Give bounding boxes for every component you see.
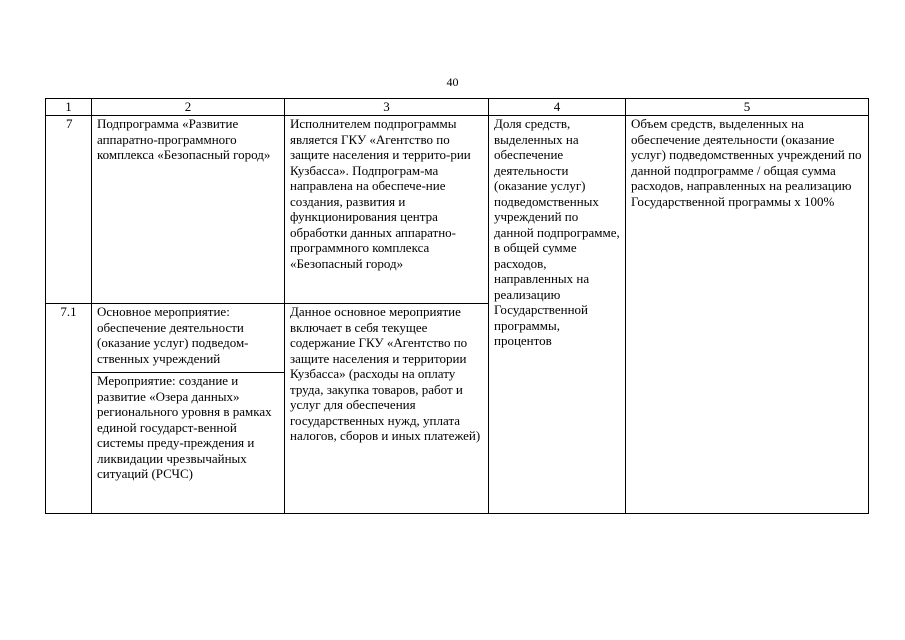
program-table — [45, 98, 869, 514]
page-number: 40 — [446, 75, 459, 89]
indicator-cell: Доля средств, выделенных на обеспечение деятельности (оказание услуг) подведомственных учреждений по данной подпрограмме, в общей сумме расходов, направленных на реализацию Государственной программы, процентов — [489, 116, 626, 514]
row-name: Основное мероприятие: обеспечение деятельности (оказание услуг) подведом-ственных учреждений — [92, 304, 285, 373]
row-name: Мероприятие: создание и развитие «Озера данных» регионального уровня в рамках единой государст-венной системы преду-преждения и ликвидации чрезвычайных ситуаций (РСЧС) — [92, 373, 285, 514]
row-number: 7 — [46, 116, 92, 304]
row-name: Подпрограмма «Развитие аппаратно-программного комплекса «Безопасный город» — [92, 116, 285, 304]
row-number: 7.1 — [46, 304, 92, 514]
header-col-2: 2 — [92, 99, 285, 116]
header-col-4: 4 — [489, 99, 626, 116]
header-col-1: 1 — [46, 99, 92, 116]
header-col-5: 5 — [626, 99, 869, 116]
header-col-3: 3 — [285, 99, 489, 116]
row-description: Исполнителем подпрограммы является ГКУ «Агентство по защите населения и террито-рии Кузбасса». Подпрограм-ма направлена на обеспече-ние создания, развития и функционирования центра обработки данных аппаратно-программного комплекса «Безопасный город» — [285, 116, 489, 304]
table-row — [46, 116, 869, 304]
table-header-row — [46, 99, 869, 116]
formula-cell: Объем средств, выделенных на обеспечение деятельности (оказание услуг) подведомственных учреждений по данной подпрограмме / общая сумма расходов, направленных на реализацию Государственной программы x 100% — [626, 116, 869, 514]
row-description: Данное основное мероприятие включает в себя текущее содержание ГКУ «Агентство по защите населения и территории Кузбасса» (расходы на оплату труда, закупка товаров, работ и услуг для обеспечения государственных нужд, уплата налогов, сборов и иных платежей) — [285, 304, 489, 514]
